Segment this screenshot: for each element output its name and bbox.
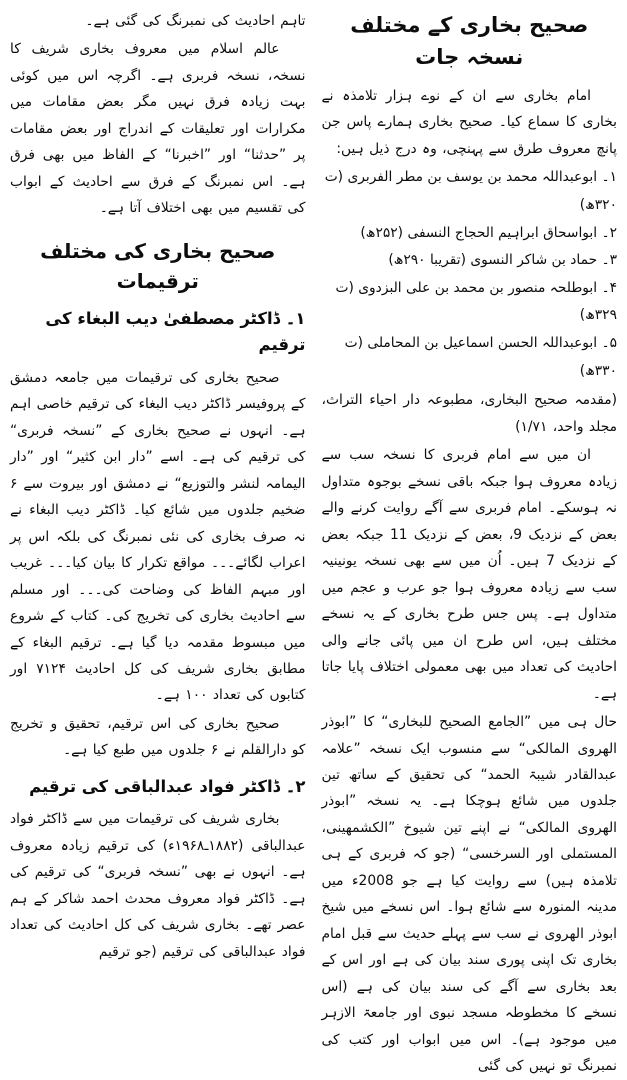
narrator-item-5: ۵۔ ابوعبداللہ الحسن اسماعیل بن المحاملی (ت ۳۳۰ھ): [344, 335, 617, 379]
paragraph-versions: ان میں سے امام فربری کا نسخہ سب سے زیادہ معروف ہوا جبکہ باقی نسخے بوجوہ متداول نہ ہوسکے۔ امام فربری سے آگے روایت کرنے والے بعض کے نزدیک 9، بعض کے نزدیک 11 جبکہ بعض کے نزدیک 7 ہیں۔ اُن میں سے بھی نسخہ یونینیہ سب سے زیادہ معروف ہوا جو عرب و عجم میں متداول ہے۔ پس جس طرح بخاری کے یہ نسخے مختلف ہیں، اس طرح ان میں پائی جانے والی احادیث کی تعداد میں بھی معمولی اختلاف پایا جاتا ہے۔: [321, 447, 617, 702]
citation-line: (مقدمہ صحیح البخاری، مطبوعہ دار احیاء التراث، مجلد واحد، ۱/۷۱): [321, 392, 617, 435]
paragraph-farabri-nuskha: عالم اسلام میں معروف بخاری شریف کا نسخہ، نسخہ فربری ہے۔ اگرچہ اس میں کوئی بہت زیادہ فرق نہیں مگر بعض مقامات میں مکرارات اور تعلیقات کے اندراج اور بعض مقامات پر ”حدثنا“ اور ”اخبرنا“ کے الفاظ میں بھی فرق ہے۔ اس نمبرنگ کے فرق سے احادیث کے ابواب کی تقسیم میں بھی اختلاف آتا ہے۔: [10, 41, 306, 217]
column-left: [10, 8, 306, 985]
narrator-item-1: ۱۔ ابوعبداللہ محمد بن یوسف بن مطر الفربری (ت ۳۲۰ھ): [324, 169, 617, 214]
paragraph-abu-dhar-edition: حال ہی میں ”الجامع الصحیح للبخاری“ کا ”ابوذر الھروی المالکی“ سے منسوب ایک نسخہ ”علامہ عبدالقادر شیبۃ الحمد“ کی تحقیق کے ساتھ تین جلدوں میں شائع ہوچکا ہے۔ یہ نسخہ ”ابوذر الھروی المالکی“ نے اپنے تین شیوخ ”الکشمھینی، المستملی اور السرخسی“ (جو کہ فربری کے ہی تلامذہ ہیں) سے روایت کیا ہے جو 2008ء میں مدینہ المنورہ سے شائع ہوا۔ اس نسخے میں شیخ ابوذر الھروی نے سب سے پہلے حدیث سے قبل امام بخاری تک اپنی پوری سند بیان کی ہے اور اس کے بعد بخاری سے آگے کی سند بیان کی ہے (اس نسخے کا مخطوطہ مسجد نبوی اور جامعۃ الازہر میں موجود ہے)۔ اس میں ابواب اور کتب کی نمبرنگ تو نہیں کی گئی: [321, 714, 617, 1075]
article-title: صحیح بخاری کے مختلف نسخہ جات: [350, 13, 589, 69]
narrator-item-3: ۳۔ حماد بن شاکر النسوی (تقریبا ۲۹۰ھ): [388, 252, 617, 269]
section-heading-taraqimat: صحیح بخاری کی مختلف ترقیمات: [40, 238, 276, 293]
narrator-item-2: ۲۔ ابواسحاق ابراہیم الحجاج النسفی (۲۵۲ھ): [360, 224, 617, 241]
paragraph-fuad-numbering: بخاری شریف کی ترقیمات میں سے ڈاکٹر فواد عبدالباقی (۱۸۸۲ـ۱۹۶۸ء) کی ترقیم زیادہ معروف ہے۔ انہوں نے بھی ”نسخہ فربری“ کی ترقیم کی ہے۔ ڈاکٹر فواد معروف محدث احمد شاکر کے ہم عصر تھے۔ بخاری شریف کی کل احادیث کی تعداد فواد عبدالباقی کی ترقیم (جو ترقیم: [10, 811, 306, 960]
narrator-item-4: ۴۔ ابوطلحہ منصور بن محمد بن علی البزدوی (ت ۳۲۹ھ): [335, 279, 617, 324]
column-right: [321, 8, 618, 1075]
paragraph-bugha-numbering: صحیح بخاری کی ترقیمات میں جامعہ دمشق کے پروفیسر ڈاکٹر دیب البغاء کی ترقیم خاصی اہم ہے۔ انہوں نے صحیح بخاری کے ”نسخہ فربری“ کی ترقیم کی ہے۔ اسے ”دار ابن کثیر“ اور ”دار الیمامہ لنشر والتوزیع“ نے دمشق اور بیروت سے ۶ ضخیم جلدوں میں شائع کیا۔ ڈاکٹر دیب البغاء نے نہ صرف بخاری کی نئی نمبرنگ کی بلکہ اس پر اعراب لگائے۔۔۔ مواقع تکرار کا بیان کیا۔۔۔ غریب اور مبہم الفاظ کی وضاحت کی۔۔۔ اور مسلم سے احادیث بخاری کی تخریج کی۔ کتاب کے شروع میں مبسوط مقدمہ دیا گیا ہے۔ ترقیم البغاء کے مطابق بخاری شریف کی کل احادیث ۷۱۲۴ اور کتابوں کی تعداد ۱۰۰ ہے۔: [10, 369, 306, 704]
paragraph-continuation: تاہم احادیث کی نمبرنگ کی گئی ہے۔: [85, 13, 306, 29]
subsection-heading-fuad: ۲۔ ڈاکٹر فواد عبدالباقی کی ترقیم: [29, 776, 306, 796]
intro-paragraph: امام بخاری سے ان کے نوے ہزار تلامذہ نے بخاری کا سماع کیا۔ صحیح بخاری ہمارے پاس جن پانچ معروف طرق سے پہنچی، وہ درج ذیل ہیں:: [321, 88, 617, 157]
subsection-heading-bugha: ۱۔ ڈاکٹر مصطفیٰ دیب البغاء کی ترقیم: [45, 308, 306, 355]
paragraph-bugha-print: صحیح بخاری کی اس ترقیم، تحقیق و تخریج کو دارالقلم نے ۶ جلدوں میں طبع کیا ہے۔: [10, 715, 306, 759]
narrator-list: [322, 164, 618, 385]
